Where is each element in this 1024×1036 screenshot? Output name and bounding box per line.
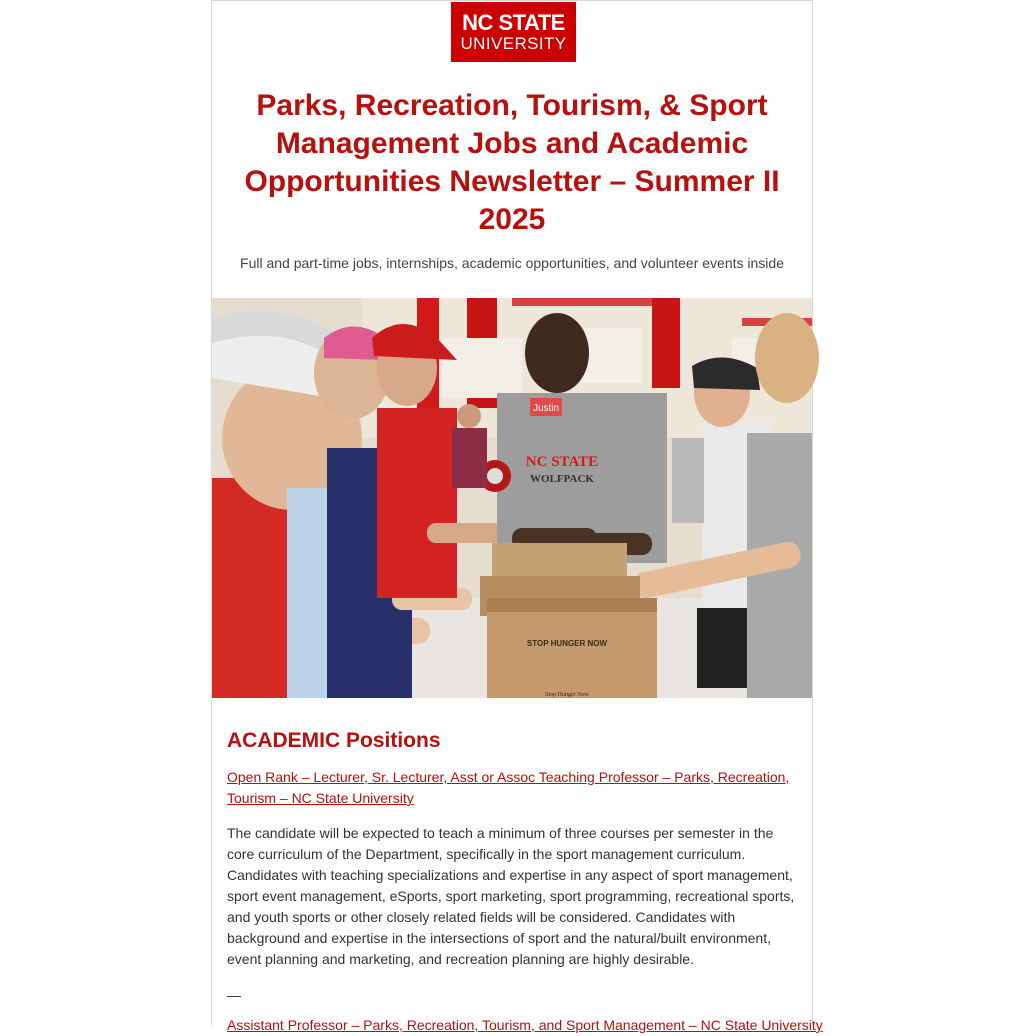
newsletter-container: [211, 0, 823, 1033]
separator: —: [227, 987, 241, 1003]
box-print-stop-hunger-now-script: Stop Hunger Now: [545, 692, 589, 698]
name-tag-text: Justin: [532, 403, 560, 414]
logo-text-nc-state: NC STATE: [462, 9, 565, 35]
nc-state-logo[interactable]: [451, 2, 576, 62]
job-link-assistant-professor[interactable]: Assistant Professor – Parks, Recreation, Tourism, and Sport Management – NC State University: [227, 1017, 823, 1033]
job-description: The candidate will be expected to teach a minimum of three courses per semester in the core curriculum of the Department, specifically in the sport management curriculum. Candidates with teaching specializations and expertise in any aspect of sport management, sport event management, eSports, sport marketing, sport programming, recreational sports, and youth sports or other closely related fields will be considered. Candidates with background and expertise in the intersections of sport and the natural/built environment, event planning and marketing, and recreation planning are highly desirable.: [227, 825, 795, 967]
section-heading-academic: ACADEMIC Positions: [227, 729, 441, 752]
shirt-print-nc-state: NC STATE: [525, 454, 599, 470]
newsletter-subtitle: Full and part-time jobs, internships, academic opportunities, and volunteer events inside: [240, 255, 784, 271]
logo-text-university: UNIVERSITY: [460, 33, 567, 53]
job-link-open-rank-lecturer[interactable]: Open Rank – Lecturer, Sr. Lecturer, Asst or Assoc Teaching Professor – Parks, Recreation, Tourism – NC State University: [227, 769, 790, 806]
shirt-print-wolfpack: WOLFPACK: [530, 473, 594, 485]
box-print-stop-hunger-now: STOP HUNGER NOW: [526, 639, 608, 648]
newsletter-title: Parks, Recreation, Tourism, & Sport Management Jobs and Academic Opportunities Newsletter – Summer II 2025: [244, 89, 780, 236]
hero-image: [212, 298, 812, 698]
